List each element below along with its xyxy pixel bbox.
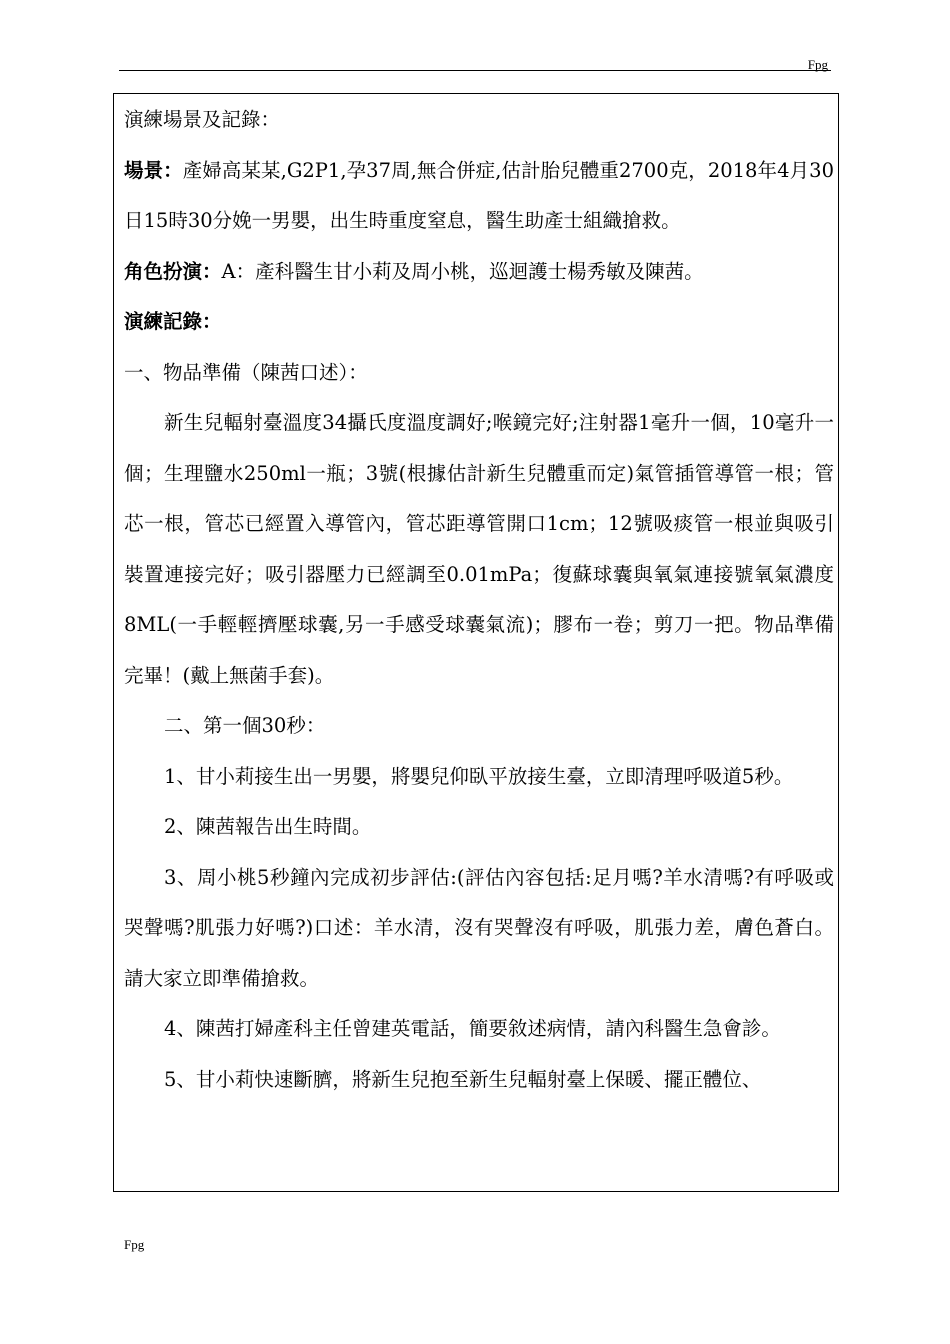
page-footer: Fpg	[124, 1237, 145, 1252]
page-header: Fpg	[807, 57, 828, 72]
section1-heading: 一、物品準備（陳茜口述）：	[124, 360, 368, 384]
scene-paragraph	[124, 146, 834, 247]
section2-heading: 二、第一個30秒：	[164, 714, 326, 737]
header-rule	[119, 70, 831, 71]
section1-text: 新生兒輻射臺溫度34攝氏度溫度調好;喉鏡完好;注射器1毫升一個，10毫升一個；生理鹽水250ml一瓶；3號(根據估計新生兒體重而定)氣管插管導管一根；管芯一根，管芯已經置入導管內，管芯距導管開口1cm；12號吸痰管一根並與吸引裝置連接完好；吸引器壓力已經調至0.01mPa；復蘇球囊與氧氣連接號氧氣濃度8ML(一手輕輕擠壓球囊,另一手感受球囊氣流)；膠布一卷；剪刀一把。物品準備完畢！(戴上無菌手套)。	[124, 411, 834, 687]
scene-label: 場景：	[124, 158, 183, 182]
list-item: 4、陳茜打婦產科主任曾建英電話，簡要敘述病情，請內科醫生急會診。	[164, 1017, 781, 1040]
list-item: 5、甘小莉快速斷臍，將新生兒抱至新生兒輻射臺上保暖、擺正體位、	[164, 1067, 762, 1091]
scene-text: 產婦高某某,G2P1,孕37周,無合併症,估計胎兒體重2700克，2018年4月30日15時30分娩一男嬰，出生時重度窒息，醫生助產士組織搶救。	[124, 158, 834, 232]
role-text: A：產科醫生甘小莉及周小桃，巡迴護士楊秀敏及陳茜。	[221, 259, 704, 283]
document-body	[124, 95, 834, 1105]
list-item: 2、陳茜報告出生時間。	[164, 815, 372, 838]
role-label: 角色扮演：	[124, 259, 222, 283]
list-item: 3、周小桃5秒鐘內完成初步評估:(評估內容包括:足月嗎?羊水清嗎?有呼吸或哭聲嗎?肌張力好嗎?)口述：羊水清，沒有哭聲沒有呼吸，肌張力差，膚色蒼白。請大家立即準備搶救。	[124, 865, 834, 990]
role-paragraph	[124, 247, 834, 298]
section-title: 演練場景及記錄：	[124, 108, 281, 131]
record-label: 演練記錄：	[124, 310, 222, 333]
list-item: 1、甘小莉接生出一男嬰，將嬰兒仰臥平放接生臺，立即清理呼吸道5秒。	[164, 764, 794, 788]
